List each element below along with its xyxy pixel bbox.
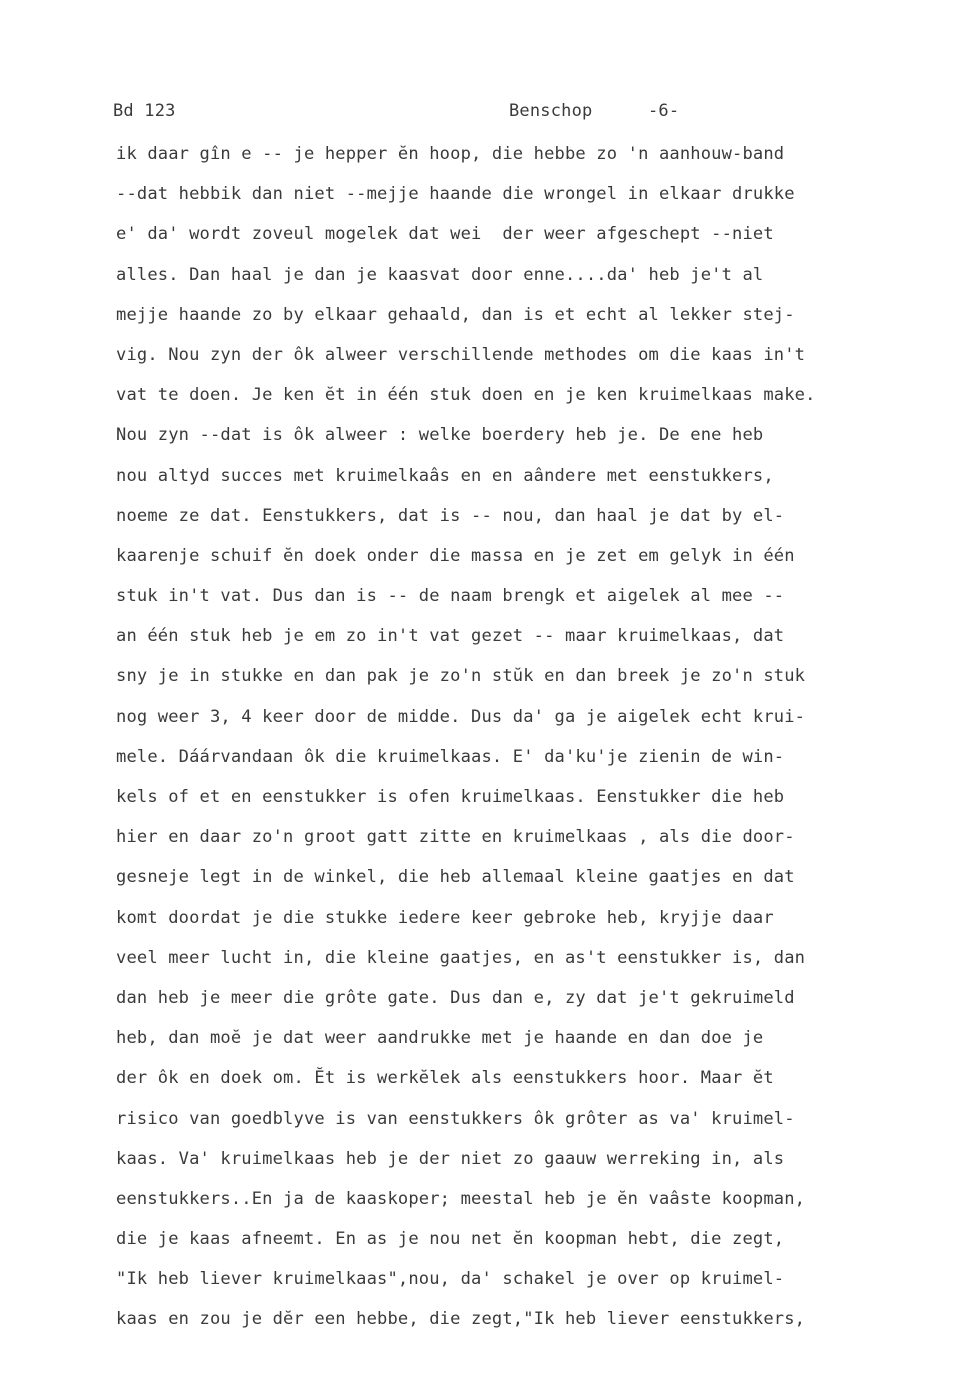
- text-line: an één stuk heb je em zo in't vat gezet -- maar kruimelkaas, dat: [116, 626, 785, 647]
- text-line: veel meer lucht in, die kleine gaatjes, en as't eenstukker is, dan: [116, 947, 806, 968]
- text-line: vat te doen. Je ken ĕt in één stuk doen en je ken kruimelkaas make.: [116, 385, 816, 406]
- text-line: "Ik heb liever kruimelkaas",nou, da' schakel je over op kruimel-: [116, 1269, 785, 1290]
- text-line: --dat hebbik dan niet --mejje haande die wrongel in elkaar drukke: [116, 184, 795, 205]
- text-line: kaas en zou je dĕr een hebbe, die zegt,"Ik heb liever eenstukkers,: [116, 1309, 806, 1330]
- text-line: eenstukkers..En ja de kaaskoper; meestal heb je ĕn vaâste koopman,: [116, 1188, 806, 1209]
- text-line: mejje haande zo by elkaar gehaald, dan is et echt al lekker stej-: [116, 304, 795, 325]
- text-line: Nou zyn --dat is ôk alweer : welke boerdery heb je. De ene heb: [116, 425, 764, 446]
- text-line: gesneje legt in de winkel, die heb allemaal kleine gaatjes en dat: [116, 867, 795, 888]
- text-line: die je kaas afneemt. En as je nou net ĕn koopman hebt, die zegt,: [116, 1229, 785, 1250]
- text-line: noeme ze dat. Eenstukkers, dat is -- nou, dan haal je dat by el-: [116, 505, 785, 526]
- text-line: ik daar gîn e -- je hepper ĕn hoop, die hebbe zo 'n aanhouw-band: [116, 144, 785, 164]
- text-line: der ôk en doek om. Ĕt is werkĕlek als eenstukkers hoor. Maar ĕt: [116, 1068, 774, 1089]
- page-title: Benschop: [509, 101, 593, 121]
- text-line: heb, dan moĕ je dat weer aandrukke met je haande en dan doe je: [116, 1028, 764, 1049]
- text-line: kaas. Va' kruimelkaas heb je der niet zo gaauw werreking in, als: [116, 1148, 785, 1169]
- text-line: stuk in't vat. Dus dan is -- de naam brengk et aigelek al mee --: [116, 586, 785, 607]
- text-line: hier en daar zo'n groot gatt zitte en kruimelkaas , als die door-: [116, 827, 795, 848]
- text-line: kaarenje schuif ĕn doek onder die massa en je zet em gelyk in één: [116, 545, 795, 566]
- text-line: nou altyd succes met kruimelkaâs en en aândere met eenstukkers,: [116, 465, 774, 486]
- text-line: risico van goedblyve is van eenstukkers ôk grôter as va' kruimel-: [116, 1108, 795, 1129]
- text-line: e' da' wordt zoveul mogelek dat wei der weer afgeschept --niet: [116, 224, 774, 245]
- text-line: dan heb je meer die grôte gate. Dus dan e, zy dat je't gekruimeld: [116, 987, 795, 1008]
- page-number: -6-: [648, 101, 680, 121]
- text-line: kels of et en eenstukker is ofen kruimelkaas. Eenstukker die heb: [116, 787, 785, 807]
- text-line: alles. Dan haal je dan je kaasvat door enne....da' heb je't al: [116, 264, 764, 285]
- text-line: komt doordat je die stukke iedere keer gebroke heb, kryjje daar: [116, 907, 774, 928]
- document-reference: Bd 123: [113, 101, 176, 121]
- transcript-body: [116, 140, 946, 1346]
- text-line: sny je in stukke en dan pak je zo'n stŭk en dan breek je zo'n stuk: [116, 666, 806, 687]
- text-line: vig. Nou zyn der ôk alweer verschillende methodes om die kaas in't: [116, 344, 806, 365]
- text-line: mele. Dáárvandaan ôk die kruimelkaas. E' da'ku'je zienin de win-: [116, 746, 785, 767]
- text-line: nog weer 3, 4 keer door de midde. Dus da' ga je aigelek echt krui-: [116, 706, 806, 727]
- page-header: [0, 101, 973, 131]
